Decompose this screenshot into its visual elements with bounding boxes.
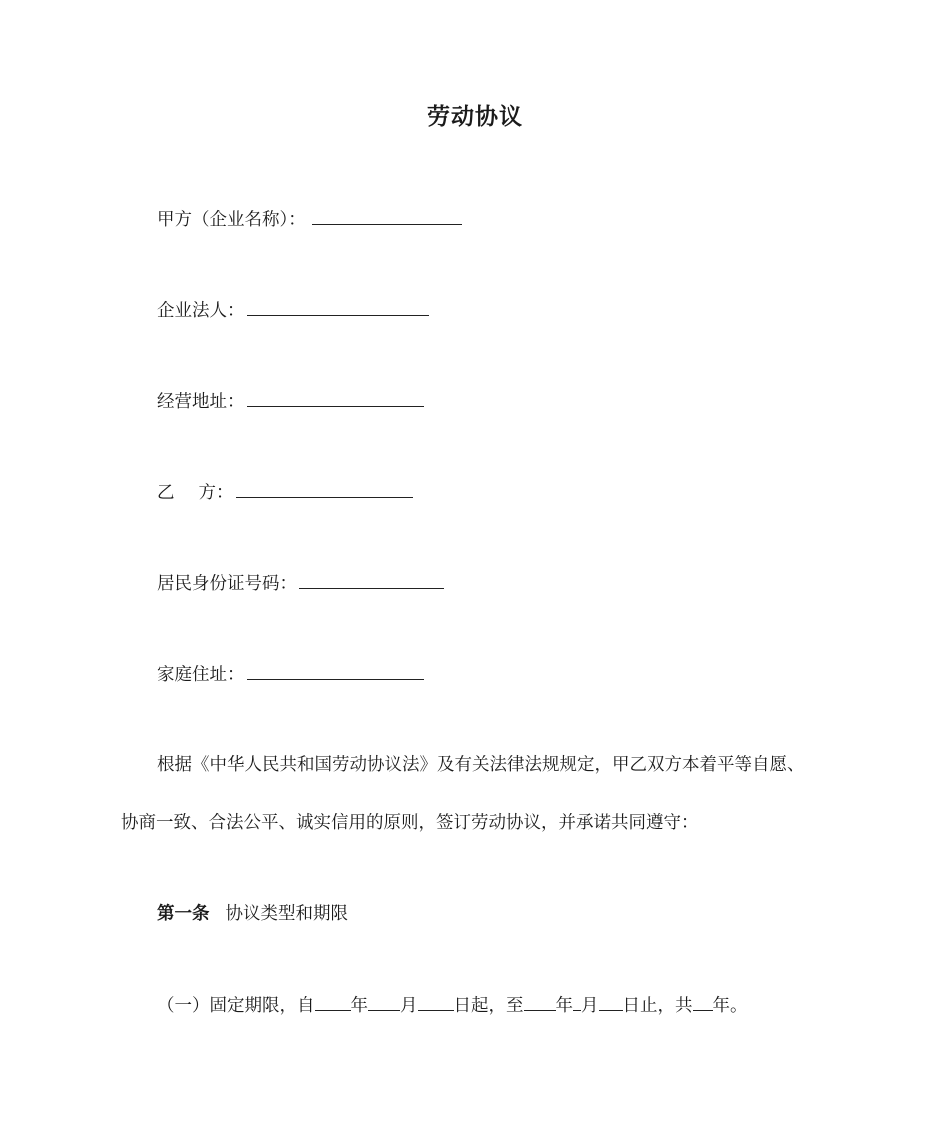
article-1-heading <box>157 902 348 926</box>
clause-1 <box>157 993 748 1018</box>
id-number-field <box>157 571 444 596</box>
legal-rep-label: 企业法人： <box>157 301 245 321</box>
address-blank[interactable] <box>247 389 424 407</box>
legal-rep-blank[interactable] <box>247 298 429 316</box>
start-day-blank[interactable] <box>418 993 454 1011</box>
preamble-line-1: 根据《中华人民共和国劳动协议法》及有关法律法规规定，甲乙双方本着平等自愿、 <box>157 755 805 775</box>
address-label: 经营地址： <box>157 392 245 412</box>
total-years-blank[interactable] <box>693 993 713 1011</box>
end-month-blank[interactable] <box>573 993 581 1011</box>
party-a-label: 甲方（企业名称）： <box>157 210 306 230</box>
end-year-blank[interactable] <box>524 993 556 1011</box>
document-title: 劳动协议 <box>427 104 523 130</box>
home-address-label: 家庭住址： <box>157 665 245 685</box>
id-number-blank[interactable] <box>299 571 444 589</box>
clause-year-3: 年。 <box>712 996 748 1016</box>
party-a-blank[interactable] <box>312 207 462 225</box>
party-a-field <box>157 207 462 232</box>
home-address-blank[interactable] <box>247 662 424 680</box>
clause-month-1: 月 <box>400 996 418 1016</box>
address-field <box>157 389 424 414</box>
id-number-label: 居民身份证号码： <box>157 574 297 594</box>
clause-year-1: 年 <box>350 996 368 1016</box>
clause-1-prefix: （一）固定期限，自 <box>157 996 315 1016</box>
home-address-field <box>157 662 424 687</box>
start-year-blank[interactable] <box>315 993 351 1011</box>
party-b-blank[interactable] <box>236 480 413 498</box>
start-month-blank[interactable] <box>368 993 400 1011</box>
preamble-line-2: 协商一致、合法公平、诚实信用的原则，签订劳动协议，并承诺共同遵守： <box>121 813 699 833</box>
article-title: 协议类型和期限 <box>225 904 348 924</box>
clause-month-2: 月 <box>581 996 599 1016</box>
end-day-blank[interactable] <box>599 993 623 1011</box>
clause-year-2: 年 <box>555 996 573 1016</box>
legal-rep-field <box>157 298 429 323</box>
clause-day-start: 日起，至 <box>453 996 524 1016</box>
party-b-label-part1: 乙 <box>157 483 175 503</box>
article-number: 第一条 <box>157 904 210 924</box>
party-b-field <box>157 480 413 505</box>
party-b-label-part2: 方： <box>198 483 234 503</box>
clause-day-end: 日止，共 <box>622 996 693 1016</box>
